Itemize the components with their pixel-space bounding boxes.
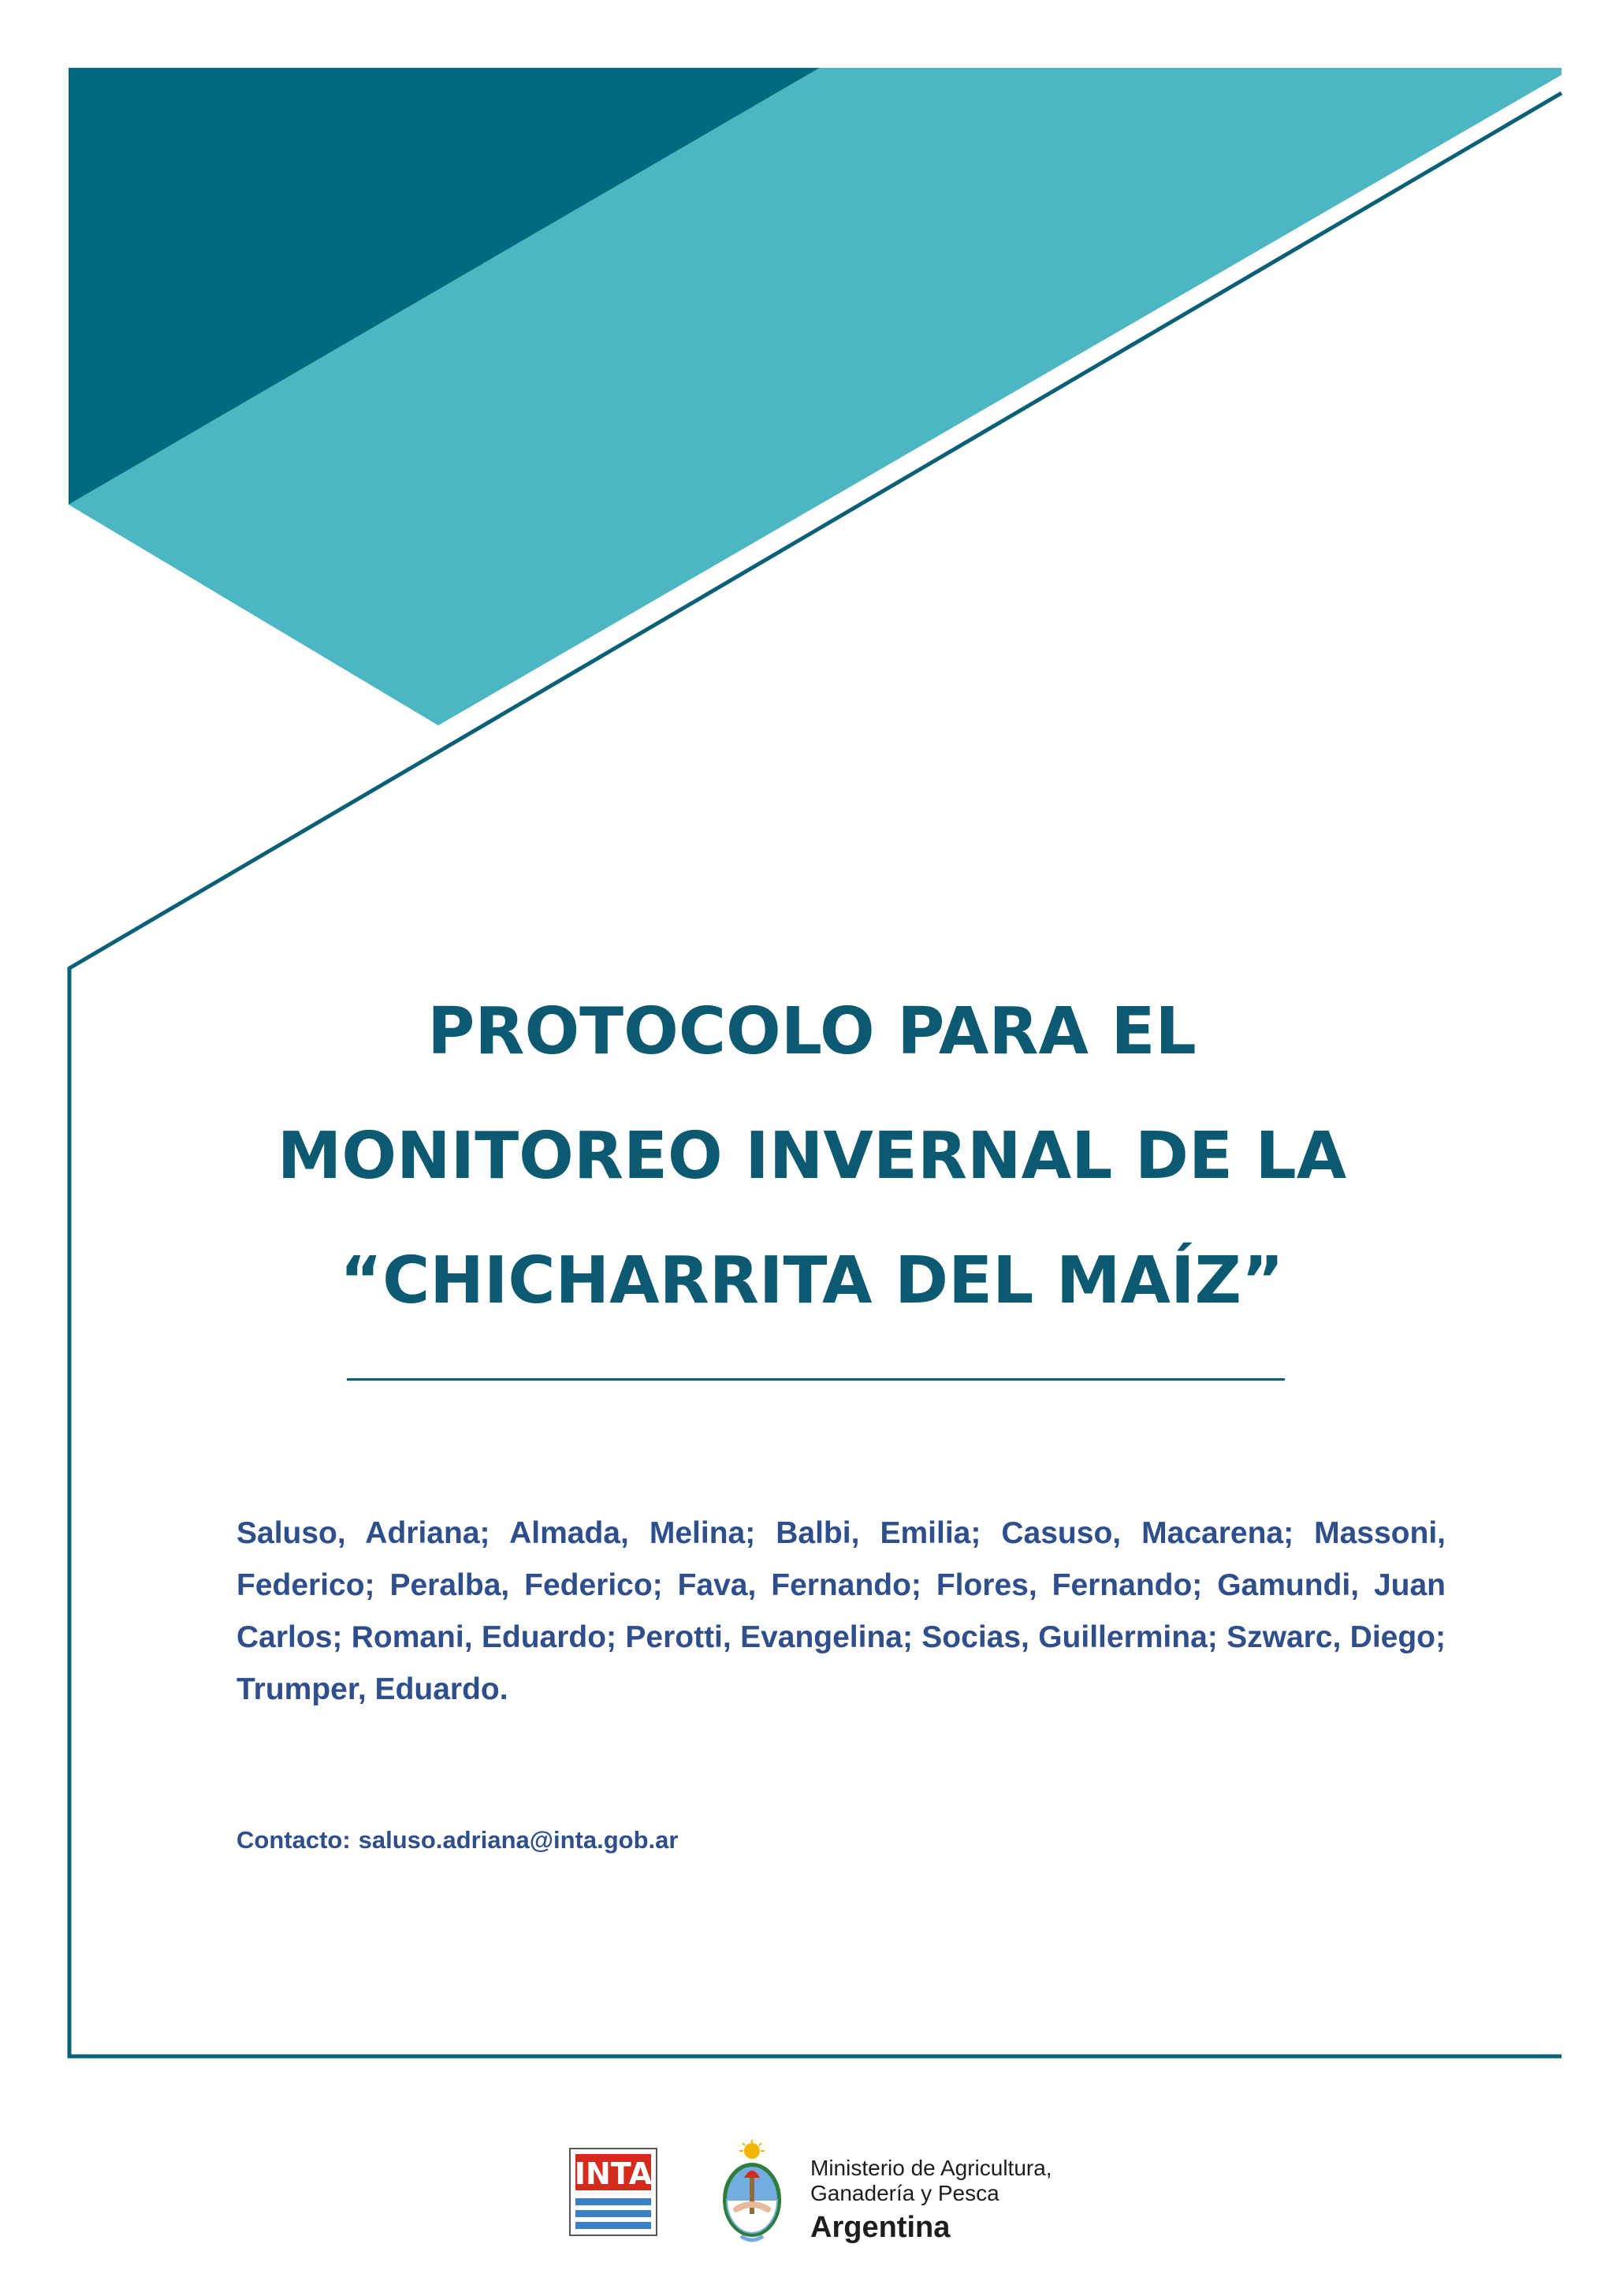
title-divider: [347, 1378, 1285, 1381]
author-list: Saluso, Adriana; Almada, Melina; Balbi, Emilia; Casuso, Macarena; Massoni, Federico; Peralba, Federico; Fava, Fernando; Flores, Fernando; Gamundi, Juan Carlos; Romani, Eduardo; Perotti, Evangelina; Socias, Guillermina; Szwarc, Diego; Trumper, Eduardo.: [236, 1516, 1446, 1706]
footer-logos: [0, 2129, 1623, 2271]
title-line-3: “CHICHARRITA DEL MAÍZ”: [340, 1243, 1284, 1318]
title-line-1: PROTOCOLO PARA EL: [427, 994, 1197, 1069]
argentina-coat-of-arms-icon: [713, 2140, 791, 2247]
ministry-name: [810, 2156, 1052, 2247]
inta-logo-text: INTA: [574, 2156, 653, 2191]
contact-email: saluso.adriana@inta.gob.ar: [358, 1826, 679, 1854]
ministry-country: Argentina: [810, 2211, 951, 2244]
document-title: [142, 970, 1482, 1344]
contact-line: [236, 1823, 678, 1858]
ministry-line-1: Ministerio de Agricultura,: [810, 2156, 1052, 2180]
contact-label: Contacto:: [236, 1826, 351, 1854]
title-line-2: MONITOREO INVERNAL DE LA: [277, 1119, 1347, 1194]
ministry-line-2: Ganadería y Pesca: [810, 2181, 999, 2205]
inta-logo-icon: [569, 2148, 657, 2236]
